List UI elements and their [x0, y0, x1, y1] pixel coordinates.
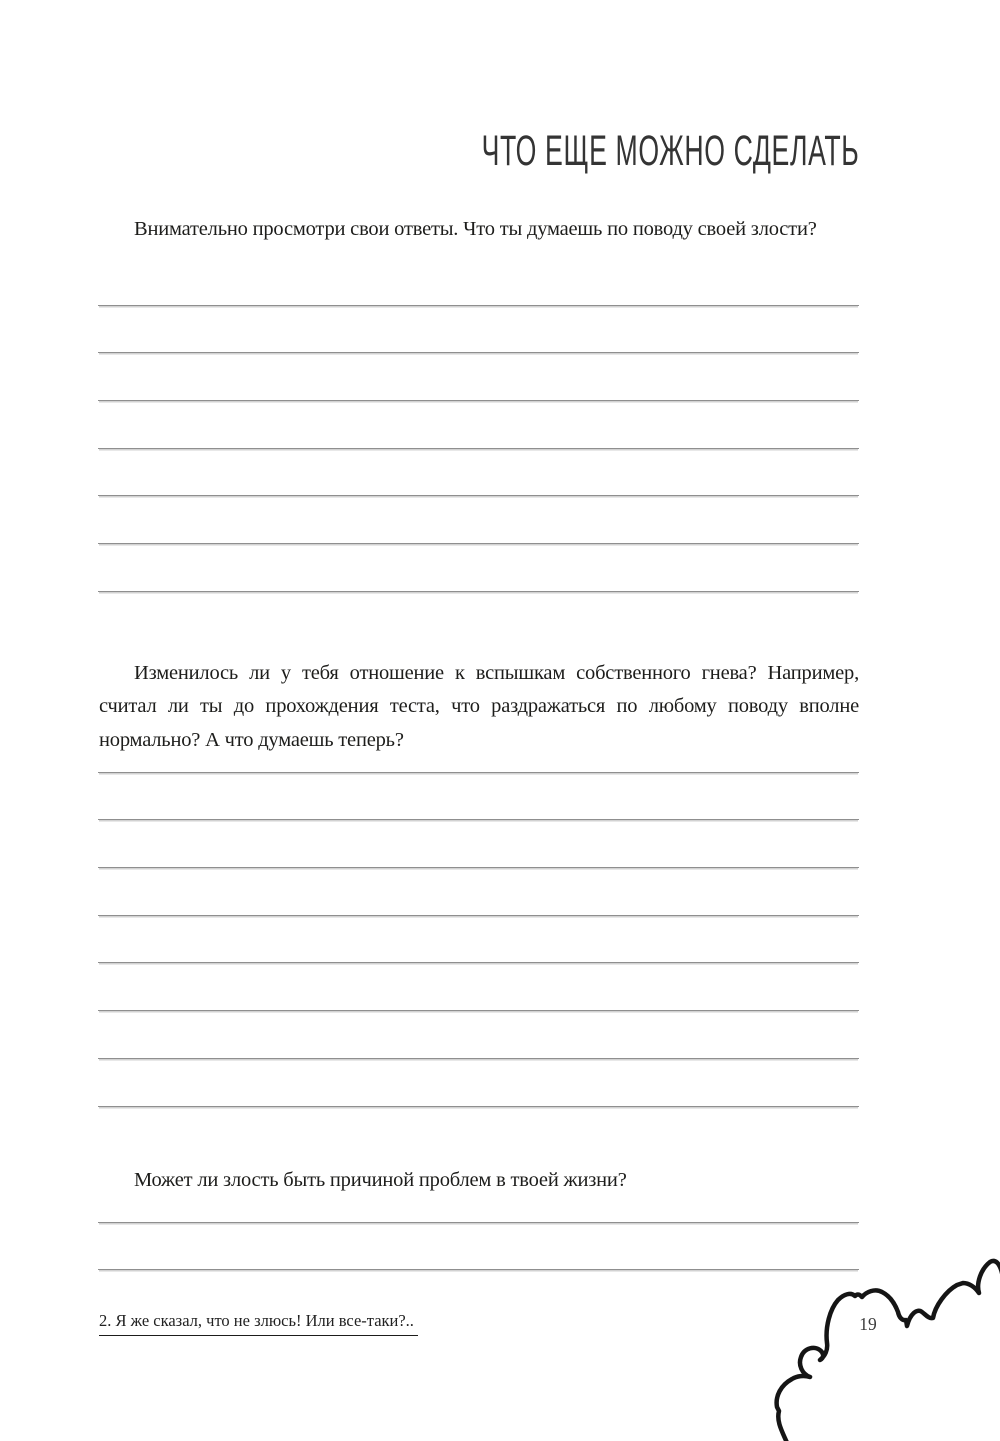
- question-paragraph-1: Внимательно просмотри свои ответы. Что ты думаешь по поводу своей злости?: [134, 217, 817, 240]
- answer-line: [98, 353, 859, 401]
- question-paragraph-2: Изменилось ли у тебя отношение к вспышкам собственного гнева? Например, считал ли ты до прохождения теста, что раздражаться по любому поводу вполне нормально? А что думаешь теперь?: [99, 661, 859, 751]
- answer-line: [98, 963, 859, 1011]
- footnote-chapter-reference: 2. Я же сказал, что не злюсь! Или все-таки?..: [99, 1310, 418, 1336]
- answer-line: [98, 1175, 859, 1223]
- question-paragraph-3: Может ли злость быть причиной проблем в твоей жизни?: [134, 1168, 627, 1191]
- answer-line: [98, 773, 859, 821]
- answer-line: [98, 1223, 859, 1271]
- page-title: ЧТО ЕЩЕ МОЖНО СДЕЛАТЬ: [481, 127, 859, 175]
- page-title-wrap: [250, 128, 859, 174]
- answer-line: [98, 401, 859, 449]
- answer-lines-block-3: [98, 1175, 859, 1270]
- answer-line: [98, 306, 859, 354]
- answer-line: [98, 449, 859, 497]
- footnote-wrap: [99, 1310, 418, 1336]
- answer-line: [98, 258, 859, 306]
- answer-line: [98, 496, 859, 544]
- answer-line: [98, 1059, 859, 1107]
- answer-lines-block-2: [98, 725, 859, 1107]
- answer-line: [98, 820, 859, 868]
- answer-line: [98, 725, 859, 773]
- answer-line: [98, 916, 859, 964]
- page-number: 19: [859, 1314, 877, 1334]
- answer-lines-block-1: [98, 258, 859, 592]
- answer-line: [98, 1011, 859, 1059]
- answer-line: [98, 544, 859, 592]
- cloud-doodle-icon: [770, 1251, 1000, 1441]
- answer-line: [98, 868, 859, 916]
